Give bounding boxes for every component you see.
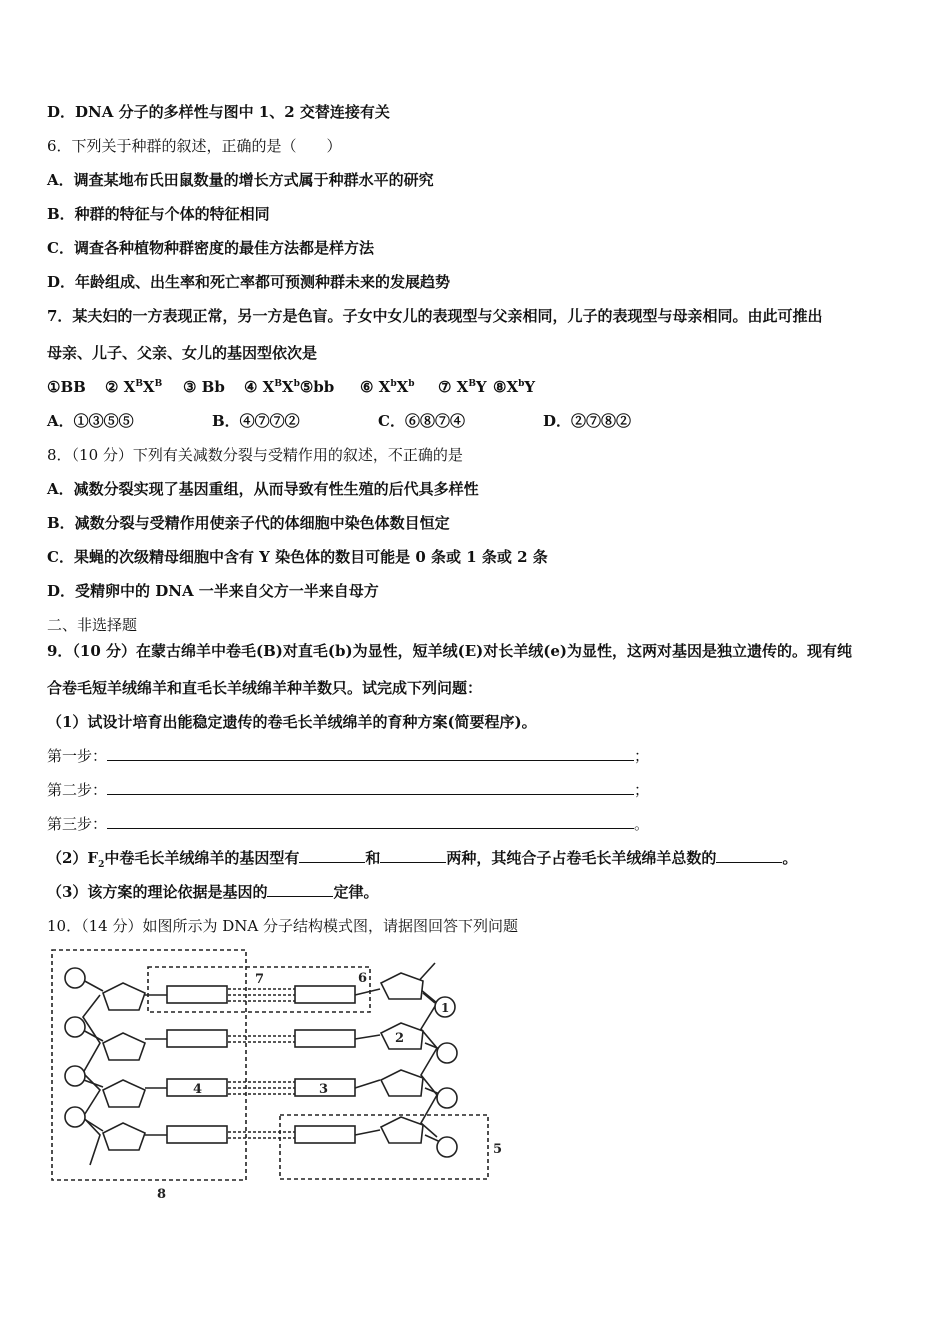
q7-stem-line1: 7．某夫妇的一方表现正常，另一方是色盲。子女中女儿的表现型与父亲相同，儿子的表现型与母亲相同。由此可推出 [47, 307, 823, 325]
genotype-1: ①BB [47, 378, 86, 396]
q9-part2: $(2)F_2$中卷毛长羊绒绵羊的基因型有 和 两种，其纯合子占卷毛长羊绒绵羊总数的 。 [47, 849, 798, 870]
sugar-left-3 [103, 1080, 145, 1107]
base-right-6 [295, 986, 355, 1003]
genotype-4-5: ④ $X^BX^b⑤bb$ [244, 378, 335, 396]
ratio-blank[interactable] [716, 848, 782, 863]
label-8: 8 [157, 1187, 167, 1202]
q9-part1: （1）试设计培育出能稳定遗传的卷毛长羊绒绵羊的育种方案(简要程序)。 [47, 713, 537, 731]
label-3: 3 [319, 1082, 329, 1097]
label-2: 2 [395, 1031, 405, 1046]
genotype-blank-2[interactable] [380, 848, 446, 863]
step1-blank[interactable] [107, 746, 634, 761]
q9-step2: 第二步： ； [47, 781, 650, 799]
q7-option-b: B．④⑦⑦② [212, 412, 300, 430]
label-6: 6 [358, 971, 368, 986]
base-left-1 [167, 986, 227, 1003]
label-4: 4 [193, 1082, 203, 1097]
q10-stem: 10．（14 分）如图所示为 DNA 分子结构模式图，请据图回答下列问题 [47, 917, 518, 935]
base-right-2 [295, 1030, 355, 1047]
q7-option-c: C．⑥⑧⑦④ [378, 412, 465, 430]
step2-blank[interactable] [107, 780, 634, 795]
base-left-2 [167, 1030, 227, 1047]
q5-option-d: D．DNA 分子的多样性与图中 1、2 交替连接有关 [47, 103, 390, 121]
q6-option-d: D．年龄组成、出生率和死亡率都可预测种群未来的发展趋势 [47, 273, 451, 291]
q6-option-c: C．调查各种植物种群密度的最佳方法都是样方法 [47, 239, 374, 257]
phosphate-left-3 [65, 1066, 85, 1086]
section-heading: 二、非选择题 [47, 616, 138, 634]
label-1: 1 [441, 1001, 450, 1015]
q6-stem: 6．下列关于种群的叙述，正确的是（ ） [47, 137, 342, 155]
sugar-right-3 [381, 1070, 423, 1096]
dna-structure-diagram [45, 945, 515, 1207]
q6-option-b: B．种群的特征与个体的特征相同 [47, 205, 270, 223]
genotype-2: ② $X^BX^B$ [105, 378, 163, 396]
q7-stem-line2: 母亲、儿子、父亲、女儿的基因型依次是 [47, 344, 318, 362]
label-7: 7 [255, 972, 265, 987]
sugar-right-1 [381, 973, 423, 999]
step3-blank[interactable] [107, 814, 634, 829]
q8-stem: 8．（10 分）下列有关减数分裂与受精作用的叙述，不正确的是 [47, 446, 463, 464]
q9-stem-line2: 合卷毛短羊绒绵羊和直毛长羊绒绵羊种羊数只。试完成下列问题： [47, 679, 483, 697]
genotype-blank-1[interactable] [299, 848, 365, 863]
q9-step3: 第三步： 。 [47, 815, 650, 833]
q8-option-c: C．果蝇的次级精母细胞中含有 Y 染色体的数目可能是 0 条或 1 条或 2 条 [47, 548, 548, 566]
phosphate-right-4 [437, 1137, 457, 1157]
law-blank[interactable] [267, 882, 333, 897]
phosphate-left-4 [65, 1107, 85, 1127]
q6-option-a: A．调查某地布氏田鼠数量的增长方式属于种群水平的研究 [47, 171, 434, 189]
sugar-left-2 [103, 1033, 145, 1060]
q8-option-b: B．减数分裂与受精作用使亲子代的体细胞中染色体数目恒定 [47, 514, 450, 532]
phosphate-right-2 [437, 1043, 457, 1063]
sugar-right-4 [381, 1117, 423, 1143]
genotype-8: $⑧X^bY$ [493, 378, 536, 396]
q8-option-a: A．减数分裂实现了基因重组，从而导致有性生殖的后代具多样性 [47, 480, 479, 498]
q9-stem-line1: 9．（10 分）在蒙古绵羊中卷毛(B)对直毛(b)为显性，短羊绒(E)对长羊绒(e)为显性，这两对基因是独立遗传的。现有纯 [47, 642, 852, 660]
sugar-left-4 [103, 1123, 145, 1150]
q8-option-d: D．受精卵中的 DNA 一半来自父方一半来自母方 [47, 582, 379, 600]
q9-step1: 第一步： ； [47, 747, 650, 765]
q7-option-d: D．②⑦⑧② [543, 412, 632, 430]
q9-part3: （3）该方案的理论依据是基因的 定律。 [47, 883, 379, 901]
genotype-6: ⑥ $X^bX^b$ [360, 378, 415, 396]
genotype-3: ③ Bb [183, 378, 225, 396]
phosphate-left-2 [65, 1017, 85, 1037]
sugar-left-1 [103, 983, 145, 1010]
phosphate-right-3 [437, 1088, 457, 1108]
base-right-4 [295, 1126, 355, 1143]
q7-option-a: A．①③⑤⑤ [47, 412, 134, 430]
label-5: 5 [493, 1142, 503, 1157]
base-left-3 [167, 1126, 227, 1143]
phosphate-left-1 [65, 968, 85, 988]
genotype-7: ⑦ $X^BY$ [438, 378, 487, 396]
